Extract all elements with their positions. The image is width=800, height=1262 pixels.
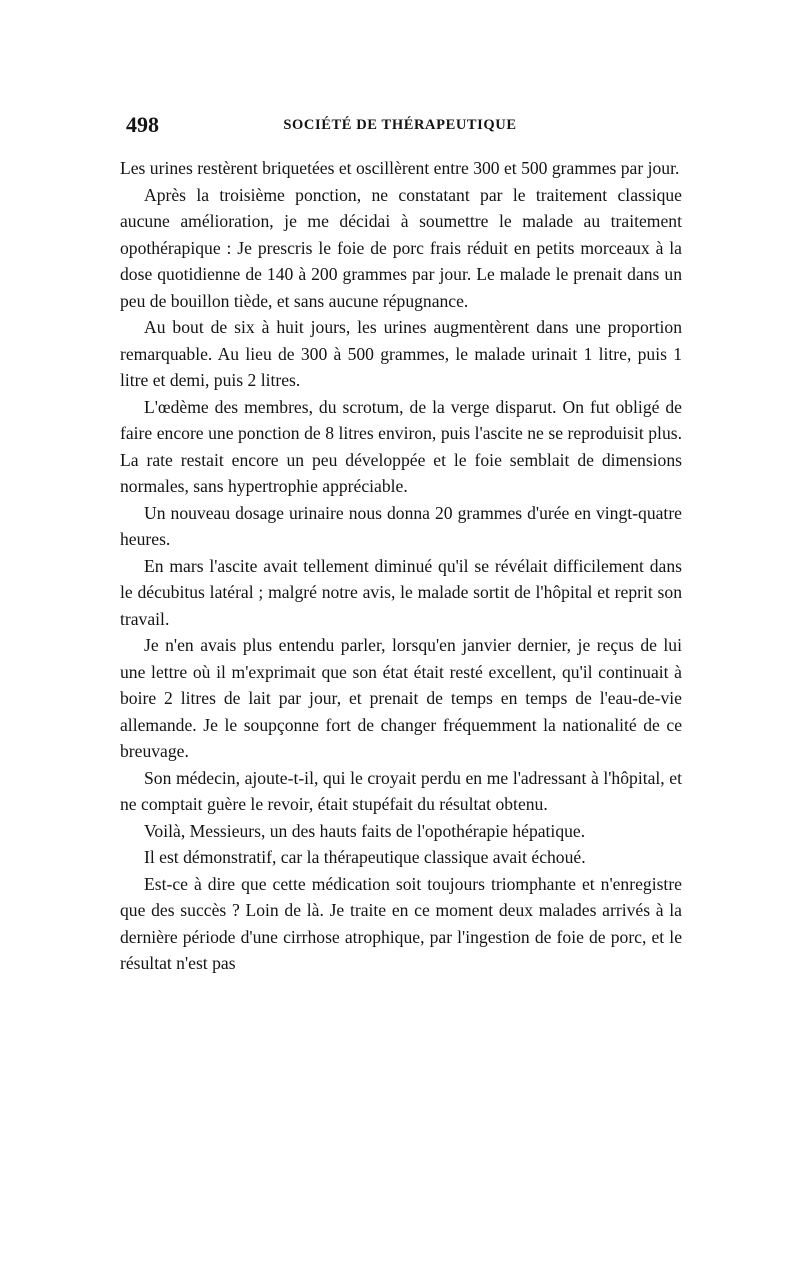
paragraph: Après la troisième ponction, ne constatant par le traitement classique aucune amélioration, je me décidai à soumettre le malade au traitement opothérapique : Je prescris le foie de porc frais réduit en petits morceaux à la dose quotidienne de 140 à 200 grammes par jour. Le malade le prenait dans un peu de bouillon tiède, et sans aucune répugnance. bbox=[120, 184, 682, 311]
paragraph: En mars l'ascite avait tellement diminué qu'il se révélait difficilement dans le décubitus latéral ; malgré notre avis, le malade sortit de l'hôpital et reprit son travail. bbox=[120, 555, 682, 629]
paragraph: Les urines restèrent briquetées et oscillèrent entre 300 et 500 grammes par jour. bbox=[120, 158, 680, 178]
paragraph: L'œdème des membres, du scrotum, de la verge disparut. On fut obligé de faire encore une ponction de 8 litres environ, puis l'ascite ne se reproduisit plus. La rate restait encore un peu développée et le foie semblait de dimensions normales, sans hypertrophie appréciable. bbox=[120, 396, 682, 496]
page-header bbox=[120, 112, 680, 142]
body-text bbox=[120, 155, 682, 977]
paragraph: Son médecin, ajoute-t-il, qui le croyait perdu en me l'adressant à l'hôpital, et ne comptait guère le revoir, était stupéfait du résultat obtenu. bbox=[120, 767, 682, 814]
paragraph: Voilà, Messieurs, un des hauts faits de l'opothérapie hépatique. bbox=[144, 820, 586, 841]
paragraph: Il est démonstratif, car la thérapeutique classique avait échoué. bbox=[144, 847, 586, 867]
running-title: SOCIÉTÉ DE THÉRAPEUTIQUE bbox=[283, 117, 517, 133]
page-number: 498 bbox=[126, 112, 159, 137]
paragraph: Je n'en avais plus entendu parler, lorsqu'en janvier dernier, je reçus de lui une lettre où il m'exprimait que son état était resté excellent, qu'il continuait à boire 2 litres de lait par jour, et prenait de temps en temps de l'eau-de-vie allemande. Je le soupçonne fort de changer fréquemment la nationalité de ce breuvage. bbox=[120, 635, 682, 761]
paragraph: Est-ce à dire que cette médication soit toujours triomphante et n'enregistre que des succès ? Loin de là. Je traite en ce moment deux malades arrivés à la dernière période d'une cirrhose atrophique, par l'ingestion de foie de porc, et le résultat n'est pas bbox=[120, 873, 682, 973]
paragraph: Un nouveau dosage urinaire nous donna 20 grammes d'urée en vingt-quatre heures. bbox=[120, 502, 682, 549]
paragraph: Au bout de six à huit jours, les urines augmentèrent dans une proportion remarquable. Au lieu de 300 à 500 grammes, le malade urinait 1 litre, puis 1 litre et demi, puis 2 litres. bbox=[120, 317, 682, 390]
